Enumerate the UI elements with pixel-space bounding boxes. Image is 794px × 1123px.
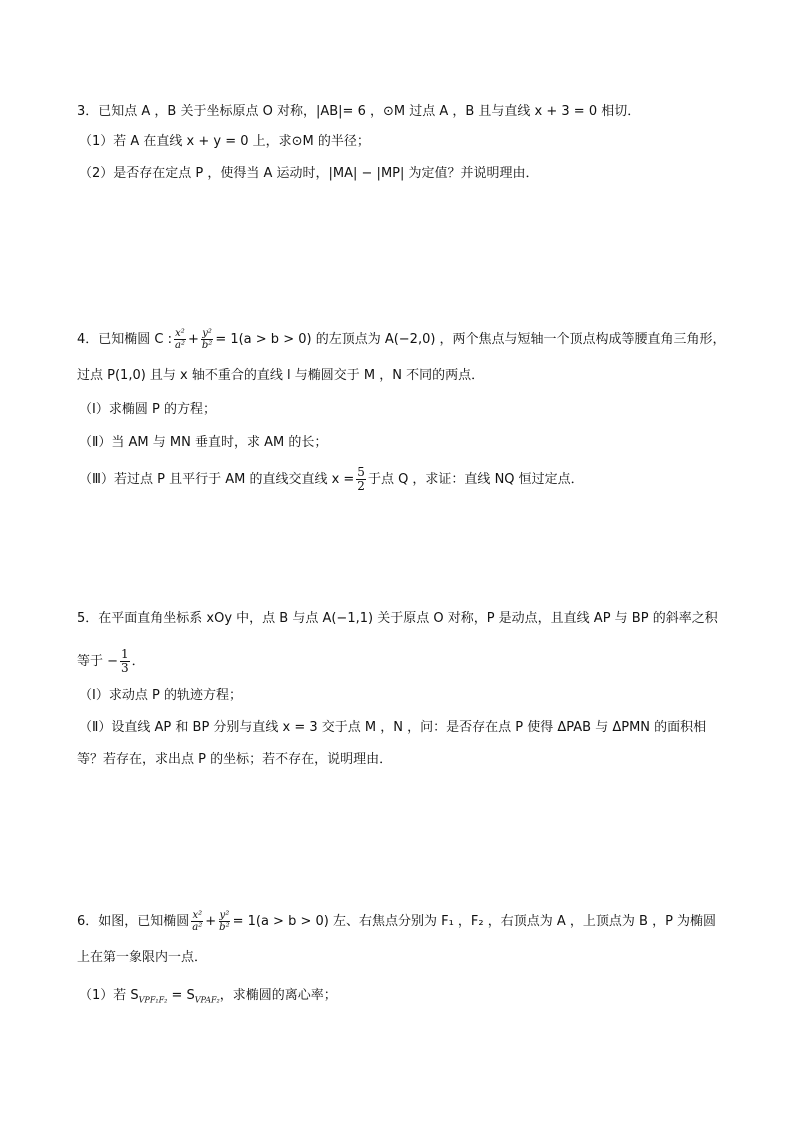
problem-3-part-1: （1）若 A 在直线 x + y = 0 上，求⊙M 的半径； (79, 134, 370, 149)
problem-5-statement-line-1: 5．在平面直角坐标系 xOy 中，点 B 与点 A(−1,1) 关于原点 O 对称，P 是动点，且直线 AP 与 BP 的斜率之积 (77, 611, 718, 626)
fraction-y2-b2: $\frac{\text{y²}}{\text{b²}}$ (201, 328, 213, 351)
fraction-x2-a2: $\frac{\text{x²}}{\text{a²}}$ (175, 328, 185, 351)
fraction-x2-a2: $\frac{\text{x²}}{\text{a²}}$ (192, 910, 203, 933)
problem-3-statement: 3．已知点 A ，B 关于坐标原点 O 对称，|AB|= 6 ，⊙M 过点 A ，B 且与直线 x + 3 = 0 相切． (77, 104, 641, 119)
problem-4-intro: 4．已知椭圆 C : (77, 332, 172, 347)
problem-5-part-2-line-1: （Ⅱ）设直线 AP 和 BP 分别与直线 x = 3 交于点 M ，N ，问：是否存在点 P 使得 ΔPAB 与 ΔPMN 的面积相 (79, 720, 707, 735)
problem-6-part-1: （1）若 $S_{VPF_1F_2} = S_{VPAF_2}$，求椭圆的离心率； (79, 988, 337, 1005)
problem-6-statement-line-1: 6．如图，已知椭圆 $\frac{\text{x²}}{\text{a²}}$ + $\frac{\text{y²}}{\text{b²}}$ = 1(a > b > 0) 左、右焦点分别为 F₁ ，F₂ ，右顶点为 A ，上顶点为 B ，P 为椭圆 (77, 910, 717, 933)
problem-5-statement-line-2: 等于 − $\frac{1}{3}$ ． (77, 647, 145, 675)
problem-5-part-2-line-2: 等？若存在，求出点 P 的坐标；若不存在，说明理由． (77, 752, 393, 767)
fraction-5-2: $\frac{5}{2}$ (357, 465, 365, 493)
problem-4-part-3: （Ⅲ）若过点 P 且平行于 AM 的直线交直线 x = $\frac{5}{2}$ 于点 Q ，求证：直线 NQ 恒过定点． (79, 465, 584, 493)
problem-4-condition: = 1(a > b > 0) 的左顶点为 A(−2,0) ，两个焦点与短轴一个顶点构成等腰直角三角形， (215, 332, 726, 347)
fraction-y2-b2: $\frac{\text{y²}}{\text{b²}}$ (219, 910, 230, 933)
problem-5-part-1: （Ⅰ）求动点 P 的轨迹方程； (79, 688, 242, 703)
triangle-paf2-subscript: VPAF₂ (194, 995, 220, 1005)
problem-4-part-1: （Ⅰ）求椭圆 P 的方程； (79, 402, 216, 417)
problem-4-statement-line-1: 4．已知椭圆 C : $\frac{\text{x²}}{\text{a²}}$ + $\frac{\text{y²}}{\text{b²}}$ = 1(a > b > 0) 的左顶点为 A(−2,0) ，两个焦点与短轴一个顶点构成等腰直角三角形， (77, 328, 726, 351)
problem-4-statement-line-2: 过点 P(1,0) 且与 x 轴不重合的直线 l 与椭圆交于 M ，N 不同的两点． (77, 368, 485, 383)
problem-3-part-2: （2）是否存在定点 P ，使得当 A 运动时，|MA| − |MP| 为定值？并说明理由． (79, 166, 539, 181)
problem-6-statement-line-2: 上在第一象限内一点． (77, 950, 208, 965)
fraction-1-3: $\frac{1}{3}$ (121, 647, 129, 675)
problem-4-part-2: （Ⅱ）当 AM 与 MN 垂直时，求 AM 的长； (79, 435, 328, 450)
triangle-pf1f2-subscript: VPF₁F₂ (138, 995, 168, 1005)
